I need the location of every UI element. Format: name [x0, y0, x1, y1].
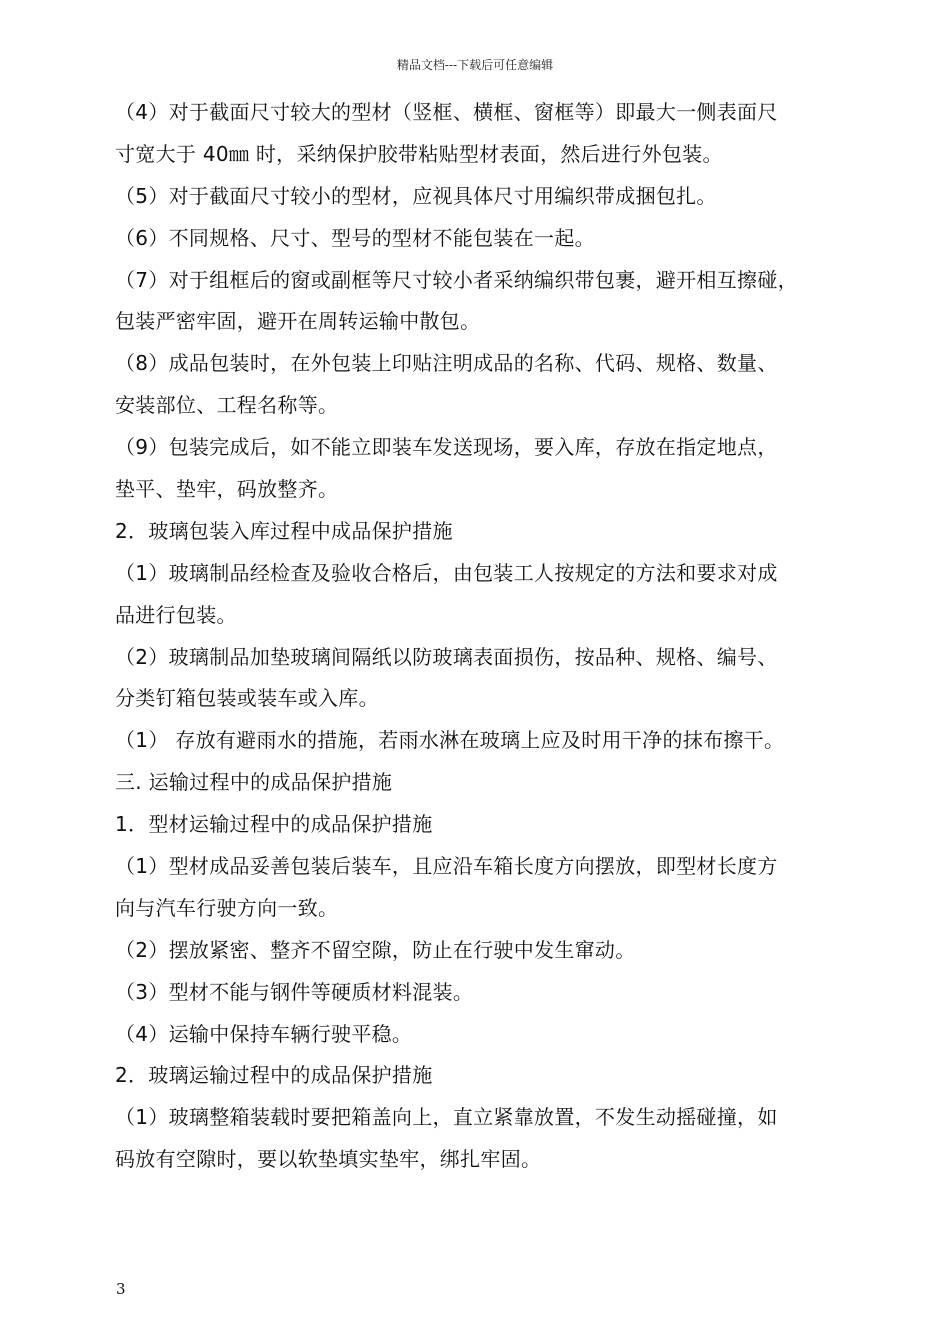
text-line: （1）型材成品妥善包装后装车，且应沿车箱长度方向摆放，即型材长度方 [115, 854, 778, 879]
text-line: （5）对于截面尺寸较小的型材，应视具体尺寸用编织带成捆包扎。 [115, 183, 717, 208]
text-line: （4）运输中保持车辆行驶平稳。 [115, 1021, 413, 1046]
text-line: 寸宽大于 40㎜ 时，采纳保护胶带粘贴型材表面，然后进行外包装。 [115, 141, 723, 166]
text-line: （1） 存放有避雨水的措施，若雨水淋在玻璃上应及时用干净的抹布擦干。 [115, 728, 785, 753]
text-line: （9）包装完成后，如不能立即装车发送现场，要入库，存放在指定地点， [115, 435, 778, 460]
text-line: （2）摆放紧密、整齐不留空隙，防止在行驶中发生窜动。 [115, 937, 636, 962]
page-number: 3 [116, 1280, 126, 1298]
text-line: （1）玻璃整箱装载时要把箱盖向上，直立紧靠放置，不发生动摇碰撞，如 [115, 1105, 778, 1130]
text-line: （1）玻璃制品经检查及验收合格后，由包装工人按规定的方法和要求对成 [115, 560, 778, 585]
text-line: 码放有空隙时，要以软垫填实垫牢，绑扎牢固。 [115, 1147, 542, 1172]
text-line: （3）型材不能与钢件等硬质材料混装。 [115, 979, 474, 1004]
text-line: （2）玻璃制品加垫玻璃间隔纸以防玻璃表面损伤，按品种、规格、编号、 [115, 644, 778, 669]
text-line: （7）对于组框后的窗或副框等尺寸较小者采纳编织带包裹，避开相互擦碰， [115, 267, 798, 292]
text-line: 垫平、垫牢，码放整齐。 [115, 477, 339, 502]
text-line: 包装严密牢固，避开在周转运输中散包。 [115, 309, 481, 334]
section-heading: 1．型材运输过程中的成品保护措施 [115, 812, 433, 837]
page-header: 精品文档---下载后可任意编辑 [396, 58, 554, 72]
chapter-heading: 三. 运输过程中的成品保护措施 [115, 770, 393, 795]
text-line: （6）不同规格、尺寸、型号的型材不能包装在一起。 [115, 225, 595, 250]
document-body [115, 92, 875, 1181]
text-line: （4）对于截面尺寸较大的型材（竖框、横框、窗框等）即最大一侧表面尺 [115, 100, 778, 124]
text-line: 向与汽车行驶方向一致。 [115, 895, 339, 920]
text-line: （8）成品包装时，在外包装上印贴注明成品的名称、代码、规格、数量、 [115, 351, 778, 376]
text-line: 品进行包装。 [115, 602, 237, 627]
section-heading: 2．玻璃运输过程中的成品保护措施 [115, 1063, 433, 1088]
text-line: 安装部位、工程名称等。 [115, 393, 339, 418]
section-heading: 2．玻璃包装入库过程中成品保护措施 [115, 518, 453, 543]
text-line: 分类钉箱包装或装车或入库。 [115, 686, 379, 711]
